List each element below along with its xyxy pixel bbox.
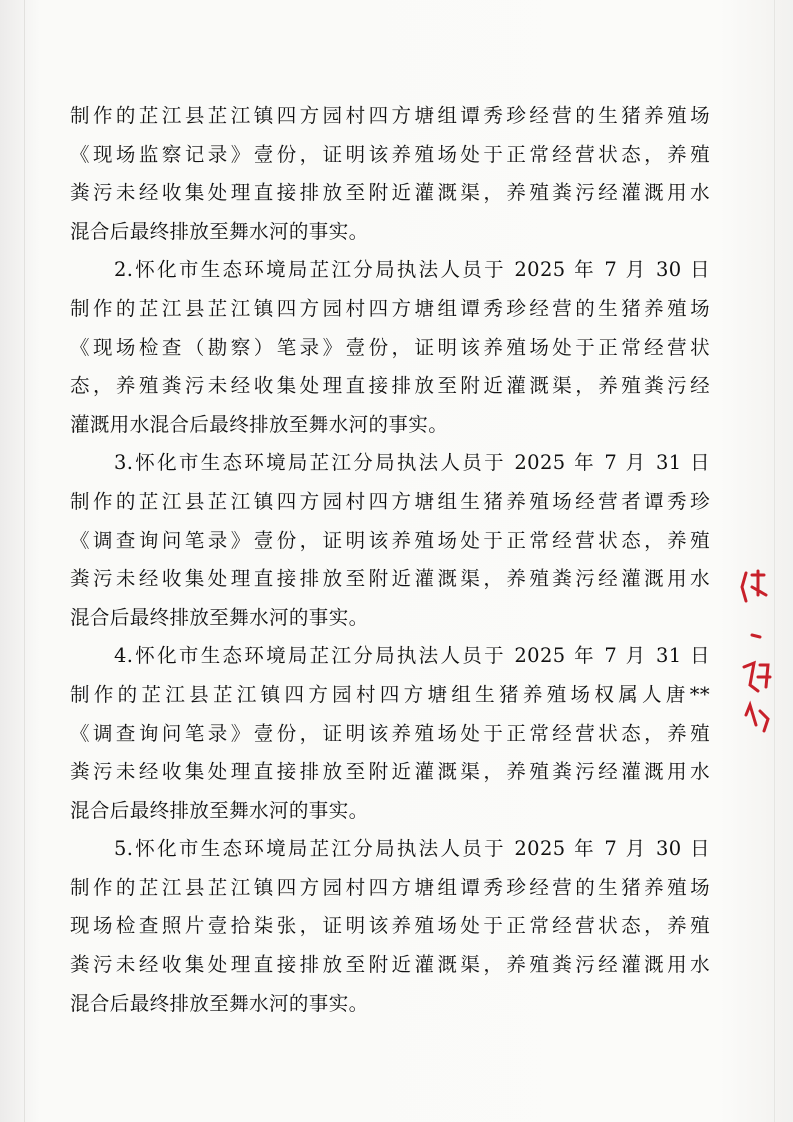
body-line: 混合后最终排放至舞水河的事实。 <box>70 605 369 629</box>
body-line: 《调查询问笔录》壹份，证明该养殖场处于正常经营状态，养殖 <box>70 528 710 552</box>
body-line: 混合后最终排放至舞水河的事实。 <box>70 798 369 822</box>
body-line: 粪污未经收集处理直接排放至附近灌溉渠，养殖粪污经灌溉用水 <box>70 760 710 784</box>
document-body <box>70 97 710 1023</box>
body-line: 制作的芷江县芷江镇四方园村四方塘组生猪养殖场经营者谭秀珍 <box>70 489 710 513</box>
body-line: 《现场监察记录》壹份，证明该养殖场处于正常经营状态，养殖 <box>70 142 710 166</box>
body-line: 制作的芷江县芷江镇四方园村四方塘组谭秀珍经营的生猪养殖场 <box>70 104 710 127</box>
body-line: 粪污未经收集处理直接排放至附近灌溉渠，养殖粪污经灌溉用水 <box>70 181 710 205</box>
body-line: 态，养殖粪污未经收集处理直接排放至附近灌溉渠，养殖粪污经 <box>70 374 710 398</box>
body-line: 《现场检查（勘察）笔录》壹份，证明该养殖场处于正常经营状 <box>70 335 710 359</box>
body-line: 现场检查照片壹拾柒张，证明该养殖场处于正常经营状态，养殖 <box>70 914 710 938</box>
body-line: 粪污未经收集处理直接排放至附近灌溉渠，养殖粪污经灌溉用水 <box>70 567 710 591</box>
scan-edge-left <box>24 0 25 1122</box>
body-line: 灌溉用水混合后最终排放至舞水河的事实。 <box>70 412 449 436</box>
evidence-item-2-heading: 2.怀化市生态环境局芷江分局执法人员于 2025 年 7 月 30 日 <box>114 258 710 282</box>
evidence-item-5-heading: 5.怀化市生态环境局芷江分局执法人员于 2025 年 7 月 30 日 <box>114 837 710 861</box>
body-line: 《调查询问笔录》壹份，证明该养殖场处于正常经营状态，养殖 <box>70 721 710 745</box>
scan-edge-right <box>774 0 775 1122</box>
body-line: 制作的芷江县芷江镇四方园村四方塘组生猪养殖场权属人唐** <box>70 682 710 706</box>
body-line: 粪污未经收集处理直接排放至附近灌溉渠，养殖粪污经灌溉用水 <box>70 953 710 977</box>
evidence-item-4-heading: 4.怀化市生态环境局芷江分局执法人员于 2025 年 7 月 31 日 <box>114 644 710 668</box>
body-line: 混合后最终排放至舞水河的事实。 <box>70 991 369 1015</box>
body-line: 混合后最终排放至舞水河的事实。 <box>70 219 369 243</box>
body-line: 制作的芷江县芷江镇四方园村四方塘组谭秀珍经营的生猪养殖场 <box>70 296 710 320</box>
body-line: 制作的芷江县芷江镇四方园村四方塘组谭秀珍经营的生猪养殖场 <box>70 875 710 899</box>
evidence-item-3-heading: 3.怀化市生态环境局芷江分局执法人员于 2025 年 7 月 31 日 <box>114 451 710 475</box>
official-seal-fragment <box>738 565 774 735</box>
